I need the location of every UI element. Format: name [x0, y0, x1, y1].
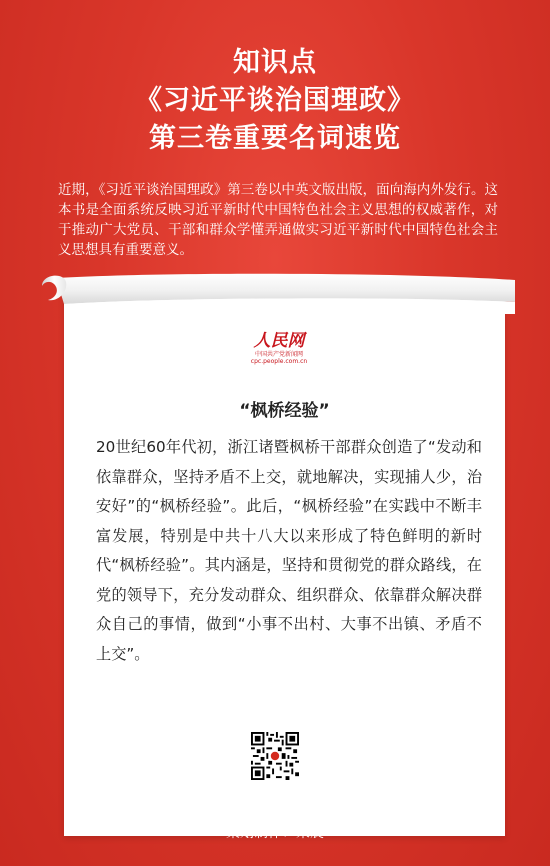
term-definition-text: 20世纪60年代初，浙江诸暨枫桥干部群众创造了“发动和依靠群众，坚持矛盾不上交，就地解决，实现捕人少，治安好”的“枫桥经验”。此后，“枫桥经验”在实践中不断丰富发展，特别是中共十八大以来形成了特色鲜明的新时代“枫桥经验”。其内涵是，坚持和贯彻党的群众路线，在党的领导下，充分发动群众、组织群众、依靠群众解决群众自己的事情，做到“小事不出村、大事不出镇、矛盾不上交”。 — [96, 438, 482, 663]
title-line-2: 《习近平谈治国理政》 — [135, 85, 415, 116]
title-line-3: 第三卷重要名词速览 — [149, 123, 401, 154]
people-daily-logo — [237, 331, 321, 365]
credit-line: 策划制作：宋晨 — [226, 825, 324, 841]
intro-text: 近期，《习近平谈治国理政》第三卷以中英文版出版，面向海内外发行。这本书是全面系统反映习近平新时代中国特色社会主义思想的权威著作，对于推动广大党员、干部和群众学懂弄通做实习近平新时代中国特色社会主义思想具有重要意义。 — [58, 182, 498, 258]
logo-name: 人民网 — [253, 331, 305, 351]
intro-paragraph — [58, 180, 498, 260]
logo-subtitle — [237, 351, 321, 365]
logo-subtitle-text: 中国共产党新闻网 — [254, 351, 303, 358]
term-title: “枫桥经验” — [239, 401, 330, 421]
term-definition — [96, 433, 482, 669]
qr-code[interactable] — [251, 732, 299, 780]
logo-url: cpc.people.com.cn — [250, 358, 308, 365]
scroll-curl — [36, 268, 515, 314]
title-line-1: 知识点 — [233, 47, 317, 78]
